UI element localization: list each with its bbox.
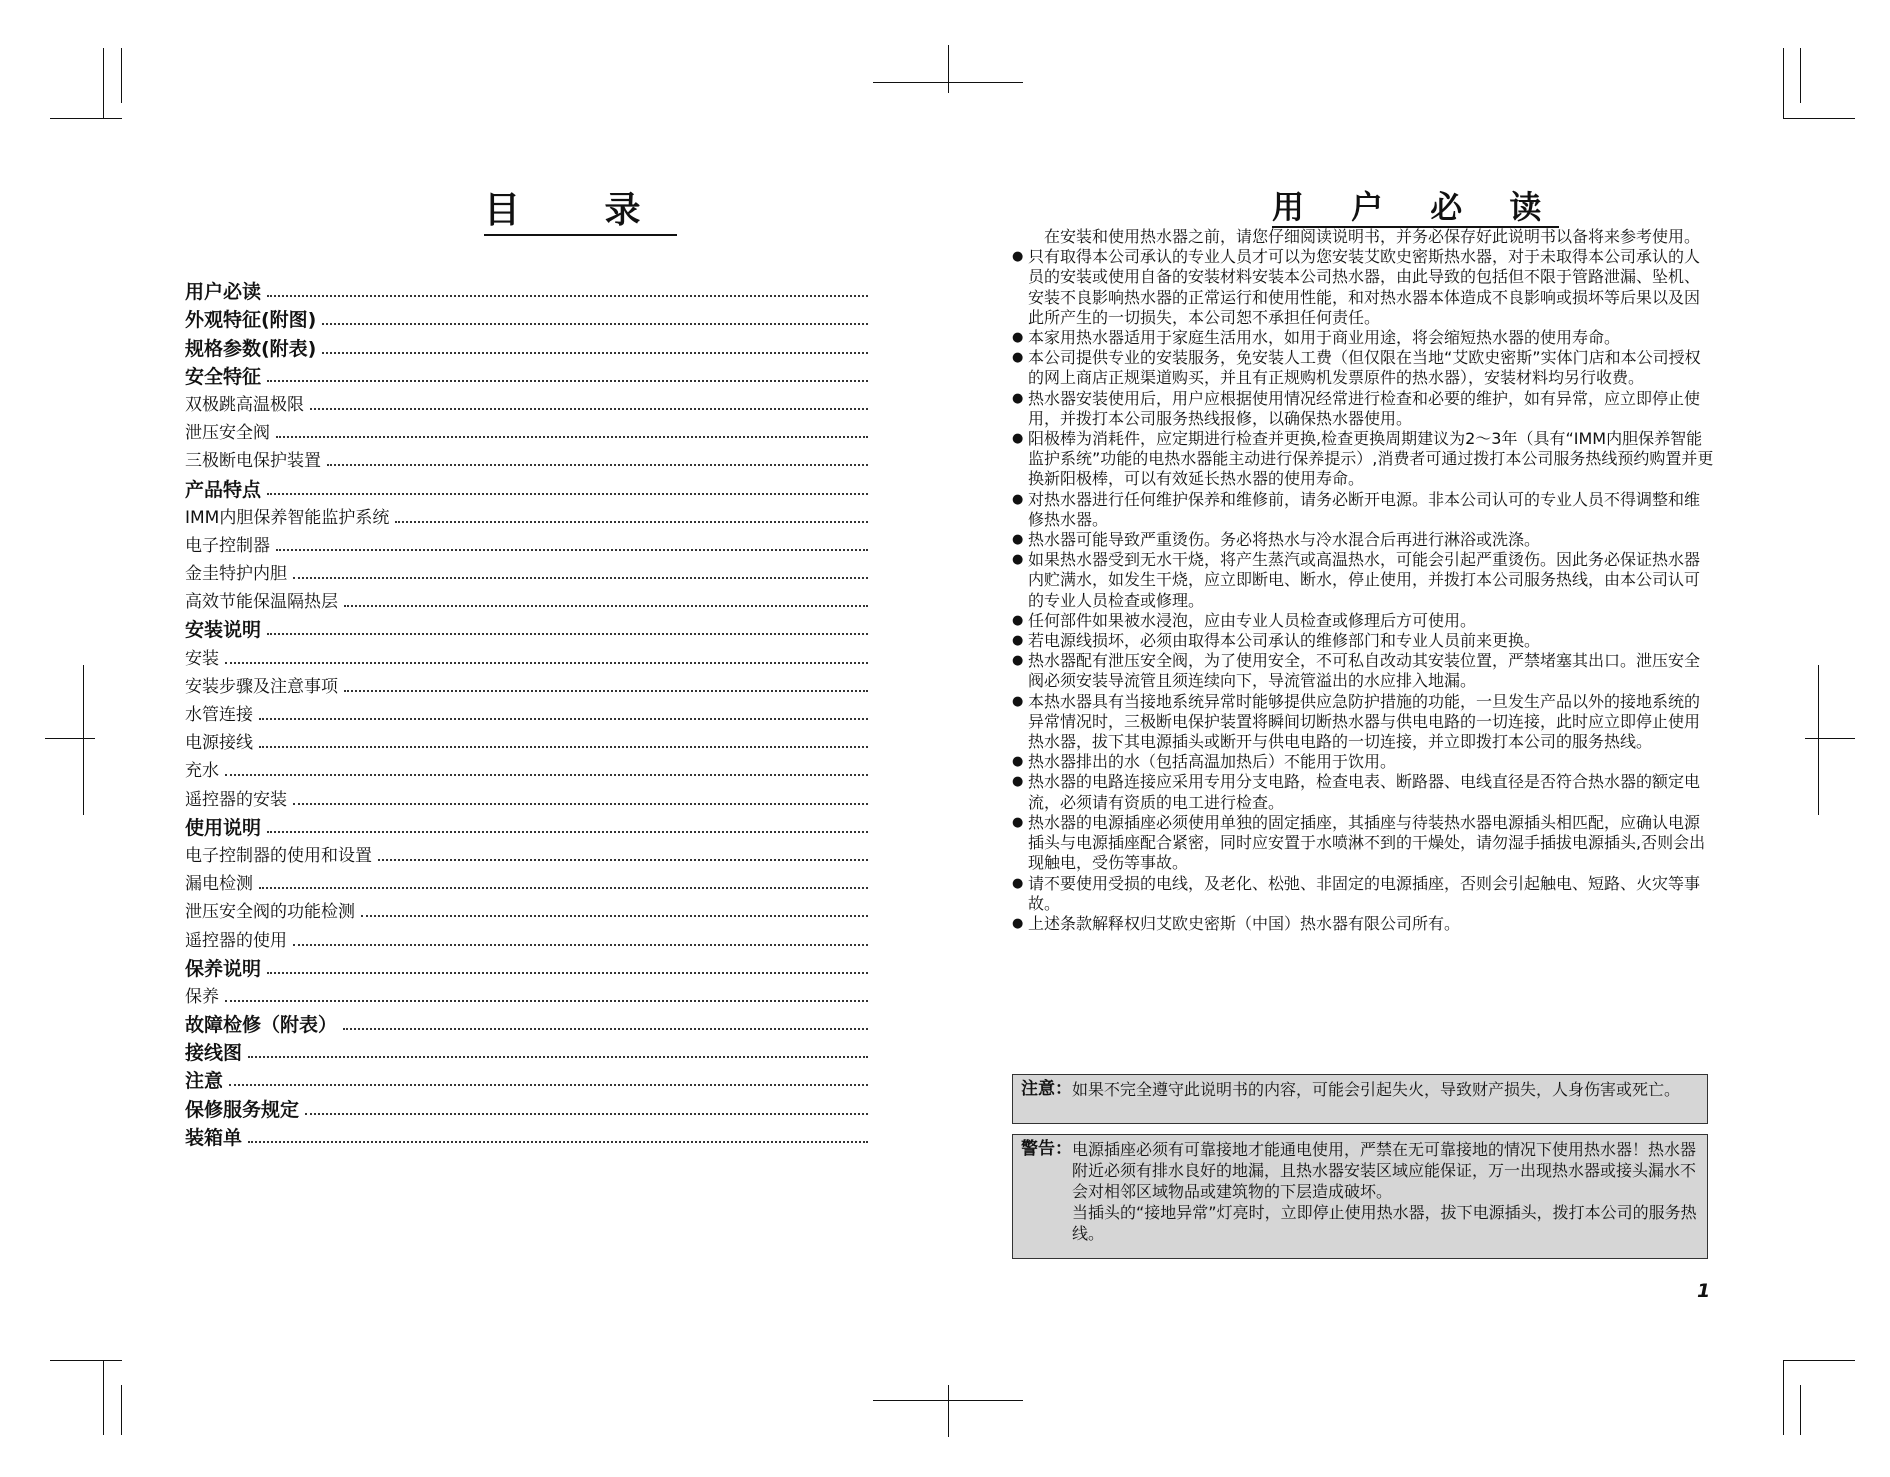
toc-entry: [185, 1008, 868, 1036]
toc-entry-label: 安全特征: [185, 365, 262, 388]
toc-entry-label: 保修服务规定: [185, 1098, 300, 1121]
toc-entry-label: 高效节能保温隔热层: [185, 592, 338, 613]
must-read-item: ● 只有取得本公司承认的专业人员才可以为您安装艾欧史密斯热水器，对于未取得本公司承认的人员的安装或使用自备的安装材料安装本公司热水器，由此导致的包括但不限于管路泄漏、坠机、安装不良影响热水器的正常运行和使用性能，和对热水器本体造成不良影响或损坏等后果以及因此所产生的一切损失，本公司恕不承担任何责任。: [1012, 247, 1714, 328]
toc-entry: [185, 444, 868, 472]
toc-leader-dots: [267, 493, 868, 495]
toc-entry-label: 充水: [185, 761, 219, 782]
toc-entry: [185, 331, 868, 359]
toc-entry: [185, 1092, 868, 1120]
toc-entry-label: 电子控制器的使用和设置: [185, 845, 372, 866]
must-read-item: ● 请不要使用受损的电线，及老化、松弛、非固定的电源插座，否则会引起触电、短路、火灾等事故。: [1012, 874, 1714, 914]
warning-label: 警告：: [1021, 1139, 1072, 1159]
toc-entry: [185, 1064, 868, 1092]
toc-entry: [185, 754, 868, 782]
toc-entry-label: 安装步骤及注意事项: [185, 676, 338, 697]
toc-leader-dots: [395, 521, 868, 523]
toc-leader-dots: [248, 1056, 868, 1058]
toc-leader-dots: [322, 323, 868, 325]
toc-entry-label: 水管连接: [185, 705, 253, 725]
must-read-item: ● 阳极棒为消耗件，应定期进行检查并更换,检查更换周期建议为2～3年（具有“IMM内胆保养智能监护系统”功能的电热水器能主动进行保养提示）,消费者可通过拨打本公司服务热线预约购置并更换新阳极棒，可以有效延长热水器的使用寿命。: [1012, 429, 1714, 490]
toc-entry-label: 遥控器的安装: [185, 789, 287, 810]
must-read-item: ● 热水器的电源插座必须使用单独的固定插座，其插座与待装热水器电源插头相匹配，应确认电源插头与电源插座配合紧密，同时应安置于水喷淋不到的干燥处，请勿湿手插拔电源插头,否则会出现触电，受伤等事故。: [1012, 813, 1714, 874]
toc-entry: [185, 980, 868, 1008]
toc-entry-label: 双极跳高温极限: [185, 394, 304, 415]
toc-leader-dots: [293, 803, 868, 805]
must-read-item: ● 本家用热水器适用于家庭生活用水，如用于商业用途，将会缩短热水器的使用寿命。: [1012, 328, 1714, 348]
must-read-item: ● 若电源线损坏，必须由取得本公司承认的维修部门和专业人员前来更换。: [1012, 631, 1714, 651]
toc-entry-label: 产品特点: [185, 478, 262, 501]
toc-leader-dots: [343, 1028, 868, 1030]
toc-entry: [185, 613, 868, 641]
must-read-item: ● 本热水器具有当接地系统异常时能够提供应急防护措施的功能，一旦发生产品以外的接地系统的异常情况时，三极断电保护装置将瞬间切断热水器与供电电路的一切连接，此时应立即停止使用热水器，拔下其电源插头或断开与供电电路的一切连接，并立即拨打本公司的服务热线。: [1012, 692, 1714, 753]
toc-entry: [185, 360, 868, 388]
toc-entry-label: 安装: [185, 648, 219, 669]
toc-leader-dots: [259, 887, 868, 889]
toc-entry: [185, 275, 868, 303]
toc-entry: [185, 670, 868, 698]
must-read-item: ● 热水器安装使用后，用户应根据使用情况经常进行检查和必要的维护，如有异常，应立即停止使用，并拨打本公司服务热线报修，以确保热水器使用。: [1012, 389, 1714, 429]
toc-entry-label: 漏电检测: [185, 874, 253, 895]
toc-entry-label: 规格参数(附表): [185, 337, 317, 360]
toc-leader-dots: [267, 831, 868, 833]
toc-entry: [185, 416, 868, 444]
toc-entry-label: 遥控器的使用: [185, 930, 287, 951]
toc-leader-dots: [248, 1141, 868, 1143]
toc-title: 目 录: [484, 190, 677, 236]
must-read-item: ● 热水器可能导致严重烫伤。务必将热水与冷水混合后再进行淋浴或洗涤。: [1012, 530, 1714, 550]
toc-entry-label: 保养: [185, 986, 219, 1007]
toc-entry-label: 接线图: [185, 1042, 243, 1065]
must-read-item: ● 本公司提供专业的安装服务，免安装人工费（但仅限在当地“艾欧史密斯”实体门店和本公司授权的网上商店正规渠道购买，并且有正规购机发票原件的热水器），安装材料均另行收费。: [1012, 348, 1714, 388]
toc-entry-label: 泄压安全阀: [185, 423, 270, 444]
warning-text: 电源插座必须有可靠接地才能通电使用，严禁在无可靠接地的情况下使用热水器！热水器附近必须有排水良好的地漏，且热水器安装区域应能保证，万一出现热水器或接头漏水不会对相邻区域物品或建筑物的下层造成破坏。: [1072, 1140, 1697, 1201]
toc-leader-dots: [310, 408, 868, 410]
toc-leader-dots: [225, 1000, 868, 1002]
toc-leader-dots: [322, 352, 868, 354]
toc-entry-label: 保养说明: [185, 957, 262, 980]
must-read-item: ● 上述条款解释权归艾欧史密斯（中国）热水器有限公司所有。: [1012, 914, 1714, 934]
toc-entry: [185, 557, 868, 585]
toc-entry: [185, 811, 868, 839]
toc-entry: [185, 501, 868, 529]
toc-entry-label: 使用说明: [185, 816, 262, 839]
toc-leader-dots: [361, 915, 868, 917]
must-read-item: ● 对热水器进行任何维护保养和维修前，请务必断开电源。非本公司认可的专业人员不得调整和维修热水器。: [1012, 490, 1714, 530]
toc-entry: [185, 839, 868, 867]
must-read-item: ● 热水器排出的水（包括高温加热后）不能用于饮用。: [1012, 752, 1714, 772]
toc-entry-label: 外观特征(附图): [185, 309, 317, 332]
toc-entry: [185, 726, 868, 754]
toc-leader-dots: [267, 972, 868, 974]
toc-leader-dots: [305, 1113, 868, 1115]
toc-entry: [185, 923, 868, 951]
toc-entry-label: 装箱单: [185, 1126, 243, 1149]
toc-leader-dots: [225, 774, 868, 776]
toc-leader-dots: [229, 1084, 868, 1086]
toc-leader-dots: [225, 662, 868, 664]
toc-entry: [185, 388, 868, 416]
toc-entry: [185, 698, 868, 726]
must-read-item: ● 热水器配有泄压安全阀，为了使用安全，不可私自改动其安装位置，严禁堵塞其出口。泄压安全阀必须安装导流管且须连续向下，导流管溢出的水应排入地漏。: [1012, 651, 1714, 691]
toc-entry: [185, 782, 868, 810]
toc-entry: [185, 585, 868, 613]
warning-text: 当插头的“接地异常”灯亮时，立即停止使用热水器，拔下电源插头，拨打本公司的服务热线。: [1072, 1203, 1697, 1243]
toc-entry: [185, 472, 868, 500]
toc-leader-dots: [259, 746, 868, 748]
toc-leader-dots: [293, 944, 868, 946]
intro-paragraph: 在安装和使用热水器之前，请您仔细阅读说明书，并务必保存好此说明书以备将来参考使用。: [1044, 227, 1701, 246]
must-read-list: [1012, 247, 1714, 934]
toc-leader-dots: [267, 295, 868, 297]
notice-box: [1012, 1074, 1708, 1124]
toc-entry-label: 用户必读: [185, 281, 262, 304]
toc-list: [185, 275, 868, 1149]
toc-leader-dots: [378, 859, 868, 861]
toc-entry-label: 电源接线: [185, 733, 253, 754]
warning-box: [1012, 1134, 1708, 1259]
notice-label: 注意：: [1021, 1079, 1072, 1099]
toc-entry-label: 故障检修（附表）: [185, 1014, 338, 1037]
toc-entry-label: 安装说明: [185, 619, 262, 642]
toc-entry: [185, 952, 868, 980]
toc-entry-label: 三极断电保护装置: [185, 451, 321, 472]
must-read-item: ● 热水器的电路连接应采用专用分支电路，检查电表、断路器、电线直径是否符合热水器的额定电流，必须请有资质的电工进行检查。: [1012, 772, 1714, 812]
toc-entry: [185, 641, 868, 669]
toc-entry-label: 金圭特护内胆: [185, 564, 287, 585]
toc-entry: [185, 1036, 868, 1064]
toc-leader-dots: [276, 549, 868, 551]
notice-text: 如果不完全遵守此说明书的内容，可能会引起失火，导致财产损失，人身伤害或死亡。: [1072, 1080, 1681, 1099]
toc-entry-label: IMM内胆保养智能监护系统: [185, 507, 390, 528]
toc-entry: [185, 1121, 868, 1149]
toc-leader-dots: [327, 464, 868, 466]
toc-entry: [185, 895, 868, 923]
must-read-item: ● 任何部件如果被水浸泡，应由专业人员检查或修理后方可使用。: [1012, 611, 1714, 631]
toc-leader-dots: [267, 380, 868, 382]
toc-entry-label: 注意: [185, 1070, 224, 1093]
toc-leader-dots: [344, 605, 868, 607]
toc-leader-dots: [276, 436, 868, 438]
must-read-body: [1012, 227, 1714, 934]
toc-entry-label: 电子控制器: [185, 535, 270, 556]
must-read-title: 用 户 必 读: [1272, 188, 1560, 226]
toc-entry: [185, 303, 868, 331]
toc-entry: [185, 529, 868, 557]
toc-leader-dots: [293, 577, 868, 579]
toc-entry-label: 泄压安全阀的功能检测: [185, 902, 355, 923]
toc-leader-dots: [259, 718, 868, 720]
must-read-item: ● 如果热水器受到无水干烧，将产生蒸汽或高温热水，可能会引起严重烫伤。因此务必保证热水器内贮满水，如发生干烧，应立即断电、断水，停止使用，并拨打本公司服务热线，由本公司认可的专业人员检查或修理。: [1012, 550, 1714, 611]
toc-leader-dots: [344, 690, 868, 692]
page-number: 1: [1697, 1280, 1711, 1302]
toc-entry: [185, 867, 868, 895]
toc-leader-dots: [267, 633, 868, 635]
